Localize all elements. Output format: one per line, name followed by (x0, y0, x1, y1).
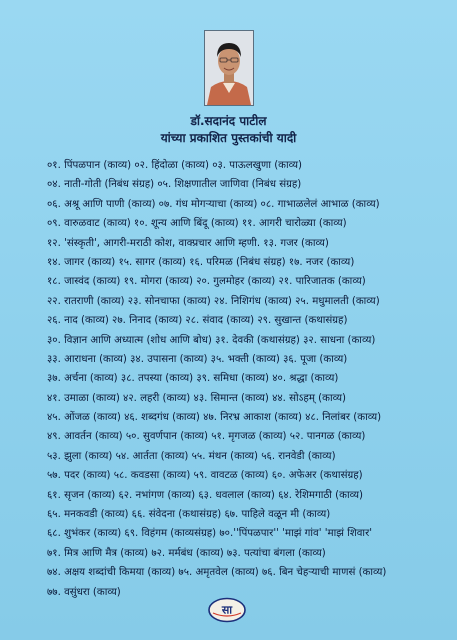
book-list-line: ३७. अर्चना (काव्य) ३८. तपस्या (काव्य) ३९. समिधा (काव्य) ४०. श्रद्धा (काव्य) (47, 373, 339, 385)
book-list-line: ७७. वसुंधरा (काव्य) (47, 586, 121, 598)
book-list-line: १४. जागर (काव्य) १५. सागर (काव्य) १६. परिमळ (निबंध संग्रह) १७. नजर (काव्य) (47, 256, 355, 268)
book-list-line: १८. जास्वंद (काव्य) १९. मोगरा (काव्य) २०. गुलमोहर (काव्य) २१. पारिजातक (काव्य) (47, 276, 366, 288)
book-list-line: ५७. पदर (काव्य) ५८. कवडसा (काव्य) ५९. वावटळ (काव्य) ६०. अफेअर (कथासंग्रह) (47, 470, 363, 482)
book-list-line: ४१. उमाळा (काव्य) ४२. लहरी (काव्य) ४३. सिमान्त (काव्य) ४४. सोऽहम् (काव्य) (47, 392, 346, 404)
book-list-line: ६१. सृजन (काव्य) ६२. नभांगण (काव्य) ६३. धवलाल (काव्य) ६४. रेशिमगाठी (काव्य) (47, 489, 363, 501)
list-title: यांच्या प्रकाशित पुस्तकांची यादी (160, 131, 297, 145)
book-list-line: ५३. झुला (काव्य) ५४. आर्तता (काव्य) ५५. मंथन (काव्य) ५६. रानवेडी (काव्य) (47, 450, 336, 462)
author-portrait-image (205, 31, 253, 105)
author-name: डॉ.सदानंद पाटील (190, 114, 267, 128)
book-list-line: ४५. ओंजळ (काव्य) ४६. शब्दगंध (काव्य) ४७. निरभ्र आकाश (काव्य) ४८. निलांबर (काव्य) (47, 412, 382, 424)
book-list-line: ६५. मनकवडी (काव्य) ६६. संवेदना (कथासंग्रह) ६७. पाहिले वळून मी (काव्य) (47, 509, 331, 521)
author-photo (204, 30, 254, 106)
book-list-line: २२. रातराणी (काव्य) २३. सोनचाफा (काव्य) २४. निशिगंध (काव्य) २५. मधुमालती (काव्य) (47, 295, 380, 307)
book-list-line: ७१. मित्र आणि मैत्र (काव्य) ७२. मर्मबंध (काव्य) ७३. पत्यांचा बंगला (काव्य) (47, 547, 326, 559)
publisher-logo (207, 597, 247, 623)
book-list-line: ०४. नाती-गोती (निबंध संग्रह) ०५. शिक्षणातील जाणिवा (निबंध संग्रह) (47, 179, 302, 191)
book-list-line: ३०. विज्ञान आणि अध्यात्म (शोध आणि बोध) ३१. देवकी (कथासंग्रह) ३२. साधना (काव्य) (47, 334, 376, 346)
book-list-line: १२. 'संस्कृती', आगरी-मराठी कोश, वाक्प्रचार आणि म्हणी. १३. गजर (काव्य) (47, 237, 329, 249)
book-list-line: ४९. आवर्तन (काव्य) ५०. सुवर्णपान (काव्य) ५१. मृगजळ (काव्य) ५२. पानगळ (काव्य) (47, 431, 366, 443)
book-list-line: ३३. आराधना (काव्य) ३४. उपासना (काव्य) ३५. भक्ती (काव्य) ३६. पूजा (काव्य) (47, 353, 348, 365)
book-list-line: ६८. शुभंकर (काव्य) ६९. विहंगम (काव्यसंग्रह) ७०.''पिंपळपार'' 'माझं गांव' 'माझं शिवार' (47, 528, 373, 540)
book-list-line: ०१. पिंपळपान (काव्य) ०२. हिंदोळा (काव्य) ०३. पाऊलखुणा (काव्य) (47, 160, 302, 171)
book-list-line: ०९. वारुळवाट (काव्य) १०. शून्य आणि बिंदू (काव्य) ११. आगरी चारोळ्या (काव्य) (47, 218, 347, 230)
book-list-line: ७४. अक्षय शब्दांची किमया (काव्य) ७५. अमृतवेल (काव्य) ७६. बिन चेहऱ्याची माणसं (काव्य) (47, 567, 387, 579)
publisher-logo-text: सा (221, 603, 233, 617)
book-list (47, 156, 452, 602)
book-list-line: २६. नाद (काव्य) २७. निनाद (काव्य) २८. संवाद (काव्य) २९. सुखान्त (कथासंग्रह) (47, 315, 348, 327)
book-list-line: ०६. अश्रू आणि पाणी (काव्य) ०७. गंध मोगऱ्याचा (काव्य) ०८. गाभाळलेलं आभाळ (काव्य) (47, 198, 380, 210)
